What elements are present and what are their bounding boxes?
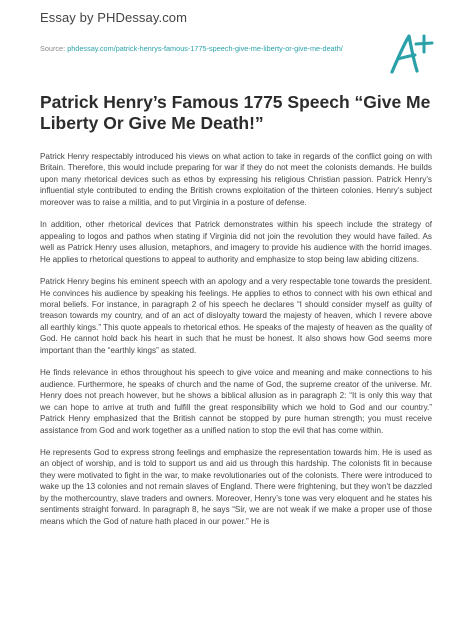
site-brand[interactable]: Essay by PHDessay.com — [40, 10, 188, 25]
essay-paragraph-5: He represents God to express strong feelings and emphasize the representation towards him. He is used as an object of worship, and is told to support us and aid us through this hardship. The colonists fit in because they were motivated to fight in the war, to make revolutionaries out of the colonists. There were introduced to wake up the 13 colonies and not remain slaves of England. There were frightening, but they won’t be dazzled by the mothercountry, slave traders and owners. Moreover, Henry’s tone was very eloquent and he states his sentiments straight forward. In paragraph 8, he says “Sir, we are not weak if we make a proper use of those means which the God of nature hath placed in our power.” He is — [40, 447, 432, 526]
essay-paragraph-2: In addition, other rhetorical devices that Patrick demonstrates within his speech include the strategy of appealing to logos and pathos when stating if Virginia did not join the revolution they would have failed. As well as Patrick Henry uses allusion, metaphors, and imagery to provide his audience with the horrid images. He applies to rhetorical questions to appeal to authority and emphasize to stop being law abiding citizens. — [40, 220, 432, 264]
essay-paragraph-1: Patrick Henry respectably introduced his views on what action to take in regards of the conflict going on with Britain. Therefore, this would include preparing for war if they do not meet the colonists demands. He builds upon many rhetorical devices such as ethos by expressing his religious Christian passion. Patrick Henry’s influential style contributed to ending the British crowns exploitation of the thirteen colonies. Henry’s subject moreover was to raise a militia, and to put Virginia in a posture of defense. — [40, 152, 432, 207]
essay-paragraph-4: He finds relevance in ethos throughout his speech to give voice and meaning and make connections to his audience. Furthermore, he speaks of church and the name of God, the supreme creator of the universe. Mr. Henry does not preach however, but he shows a biblical allusion as in paragraph 2: “It is only this way that we can hope to arrive at truth and fulfill the great responsibility which we hold to God and our country.” Patrick Henry emphasized that the British cannot be stopped by pure human strength; you must receive assistance from God and work together as a unified nation to stop the evil that has come within. — [40, 368, 432, 435]
source-link[interactable]: phdessay.com/patrick-henrys-famous-1775-speech-give-me-liberty-or-give-me-death/ — [67, 44, 343, 53]
a-plus-grade-icon — [384, 28, 436, 80]
essay-title: Patrick Henry’s Famous 1775 Speech “Give Me Liberty Or Give Me Death!” — [40, 92, 431, 133]
essay-paragraph-3: Patrick Henry begins his eminent speech with an apology and a very respectable tone towards the president. He convinces his audience by speaking his feelings. He applies to ethos to connect with his own ethical and moral beliefs. For instance, in paragraph 2 of his speech he declares “I should consider myself as guilty of treason towards my country, and of an act of disloyalty toward the majesty of heaven, which I revere above all earthly kings.” This quote appeals to rhetorical ethos. He speaks of the majesty of heaven as the quality of God. He cannot hold back his heart in such that he must be honest. It also shows how God seems more important than the “earthly kings” as stated. — [40, 277, 432, 355]
essay-body — [40, 151, 432, 538]
source-label: Source: — [40, 44, 68, 53]
source-line — [40, 44, 370, 54]
